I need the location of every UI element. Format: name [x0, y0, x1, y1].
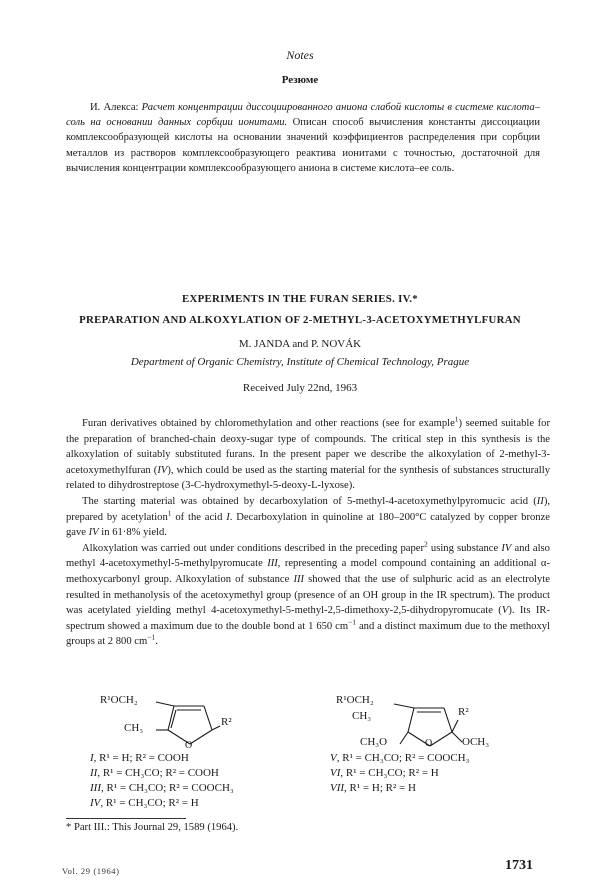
right-r1-label: R¹OCH₂	[336, 694, 374, 706]
compound-number: II	[90, 767, 98, 779]
right-o-label: O	[425, 738, 433, 749]
compound-substituents: , R¹ = CH₃CO; R² = H	[100, 797, 199, 809]
chemical-structures	[80, 688, 560, 818]
left-o-label: O	[185, 740, 193, 751]
compound-number: I	[90, 752, 94, 764]
resume-title-italic: Расчет концентрации диссоциированного аниона слабой кислоты в системе кислота–соль на основании данных сорбции ионитами.	[66, 102, 540, 129]
left-ch3-label: CH₃	[124, 722, 144, 734]
body-paragraph-3: Alkoxylation was carried out under conditions described in the preceding paper$^2$ using substance IV and also methyl 4-acetoxymethyl-5-methylpyromucate III, representing a model compound containing an additional α-methoxycarbonyl group. Alkoxylation of substance III showed that the use of sulphuric acid as an electrolyte resulted in methanolysis of the acetoxymethyl group (presence of an OH group in the IR spectrum). The product was acetylated yielding methyl 4-acetoxymethyl-5-methyl-2,5-dimethoxy-2,5-dihydropyromucate (V). Its IR-spectrum showed a maximum due to the double bond at 1 650 $cm^{-1}$ and a distinct maximum due to the methoxyl groups at 2 800 $cm^{-1}$.	[66, 539, 551, 648]
right-r2-label: R²	[458, 706, 469, 718]
compound-definition	[330, 782, 469, 797]
running-head: Notes	[286, 48, 314, 62]
article-affiliation: Department of Organic Chemistry, Institute of Chemical Technology, Prague	[130, 356, 470, 368]
left-compound-list	[90, 752, 234, 812]
right-compound-list	[330, 752, 469, 797]
resume-paragraph	[66, 100, 540, 176]
resume-title: Резюме	[281, 74, 319, 86]
resume-text: Описан способ вычисления константы диссоциации комплексообразующей кислоты на основании значений коэффициентов распределения при сорбции металлов из растворов комплексообразующего реактива ионитами с точностью, достаточной для вычисления концентрации комплексообразующего аниона в системе кислота–ее соль.	[66, 117, 540, 174]
compound-substituents: , R¹ = CH₃CO; R² = H	[340, 767, 439, 779]
right-ch3o-label: CH₃O	[360, 736, 388, 748]
compound-number: VII	[330, 782, 345, 794]
right-ch3-label: CH₃	[352, 710, 372, 722]
article-authors: M. JANDA and P. NOVÁK	[238, 338, 362, 350]
footnote: * Part III.: This Journal 29, 1589 (1964).	[66, 822, 239, 833]
left-r1-label: R¹OCH₂	[100, 694, 138, 706]
compound-number: IV	[90, 797, 101, 809]
footnote-rule	[66, 818, 186, 819]
article-title-line2: PREPARATION AND ALKOXYLATION OF 2-METHYL-3-ACETOXYMETHYLFURAN	[79, 314, 521, 326]
compound-number: III	[90, 782, 101, 794]
body-paragraph-1: Furan derivatives obtained by chloromethylation and other reactions (see for example$^1$) seemed suitable for the preparation of branched-chain deoxy-sugar type of compounds. The critical step in this synthesis is the alkoxylation of suitably substituted furans. In the present paper we describe the alkoxylation of 2-methyl-3-acetoxymethylfuran (IV), which could be used as the starting material for the synthesis of substances structurally related to dihydrostreptose (3-C-hydroxymethyl-5-deoxy-L-lyxose).	[66, 414, 551, 492]
right-och3-label: OCH₃	[462, 736, 490, 748]
compound-definition	[90, 782, 234, 797]
compound-definition	[330, 752, 469, 767]
resume-author: И. Алекса:	[90, 102, 142, 113]
compound-definition	[330, 767, 469, 782]
footer-volume: Vol. 29 (1964)	[62, 866, 120, 876]
article-body	[66, 416, 550, 650]
compound-definition	[90, 752, 234, 767]
body-paragraph-2: The starting material was obtained by decarboxylation of 5-methyl-4-acetoxymethylpyromucic acid (II), prepared by acetylation$^1$ of the acid I. Decarboxylation in quinoline at 180–200°C catalyzed by copper bronze gave IV in 61·8% yield.	[66, 495, 551, 539]
compound-substituents: , R¹ = CH₃CO; R² = COOCH₃	[336, 752, 470, 764]
article-title-line1: EXPERIMENTS IN THE FURAN SERIES. IV.*	[182, 293, 418, 305]
compound-definition	[90, 797, 234, 812]
article-received-date: Received July 22nd, 1963	[242, 382, 358, 394]
compound-definition	[90, 767, 234, 782]
compound-number: V	[330, 752, 337, 764]
page-number: 1731	[505, 858, 533, 873]
left-r2-label: R²	[221, 716, 232, 728]
compound-substituents: , R¹ = H; R² = H	[344, 782, 416, 794]
compound-number: VI	[330, 767, 341, 779]
compound-substituents: , R¹ = CH₃CO; R² = COOCH₃	[101, 782, 234, 794]
compound-substituents: , R¹ = H; R² = COOH	[93, 752, 189, 764]
compound-substituents: , R¹ = CH₃CO; R² = COOH	[97, 767, 219, 779]
